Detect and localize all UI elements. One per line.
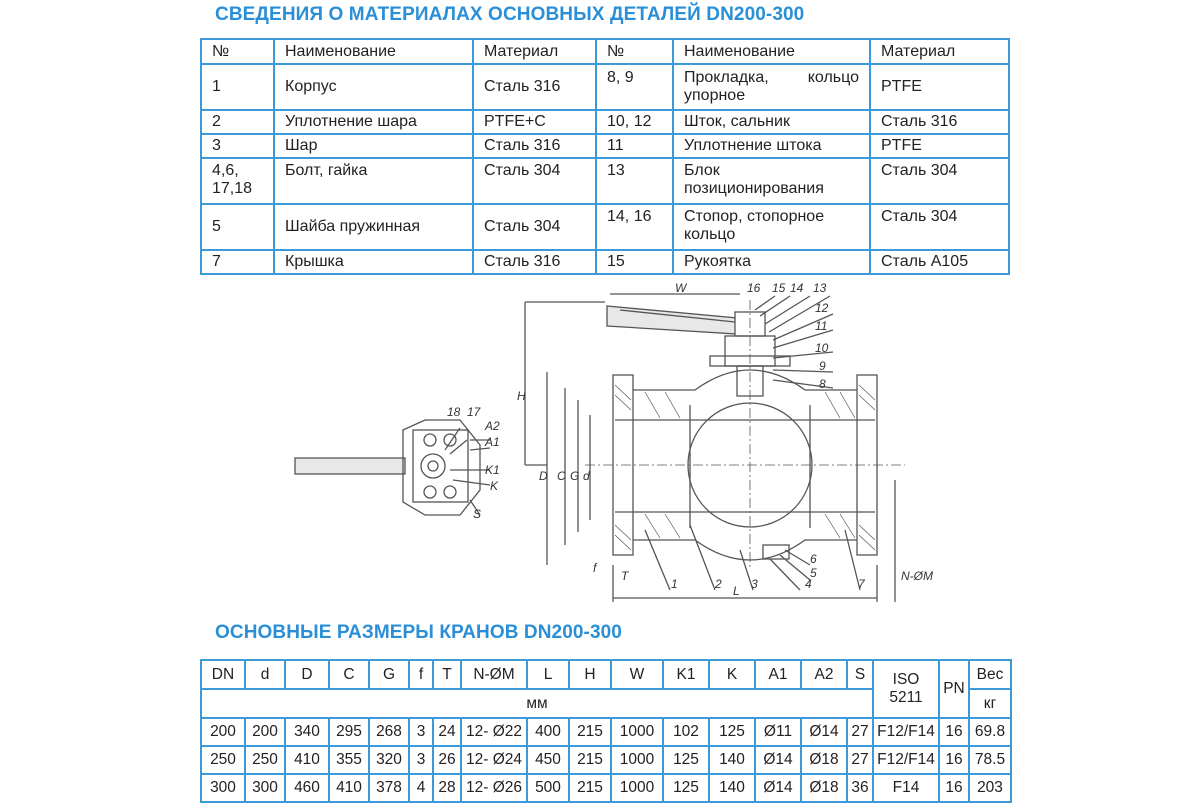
label-D: D [539, 469, 548, 483]
table-header-row [201, 39, 1009, 64]
label-17: 17 [467, 405, 481, 419]
dimensions-table [200, 659, 1012, 803]
cell: PTFE [870, 64, 1009, 110]
cell: 215 [569, 746, 611, 774]
cell: Ø14 [801, 718, 847, 746]
col-header: S [847, 660, 873, 689]
label-A1: A1 [485, 435, 500, 449]
cell: 125 [663, 774, 709, 802]
cell: Шток, сальник [673, 110, 870, 134]
col-header: G [369, 660, 409, 689]
table-row [201, 718, 1011, 746]
label-2: 2 [715, 577, 722, 591]
cell: Крышка [274, 250, 473, 274]
cell: Уплотнение штока [673, 134, 870, 158]
unit-kg: кг [969, 689, 1011, 718]
label-d: d [583, 469, 590, 483]
cell: 5 [201, 204, 274, 250]
cell: Прокладка, кольцо упорное [673, 64, 870, 110]
cell: 1000 [611, 774, 663, 802]
valve-technical-drawing [285, 280, 933, 610]
col-header: N-ØM [461, 660, 527, 689]
cell: 250 [201, 746, 245, 774]
label-8: 8 [819, 377, 826, 391]
label-K1: K1 [485, 463, 500, 477]
cell: 7 [201, 250, 274, 274]
cell: Сталь 304 [473, 158, 596, 204]
label-4: 4 [805, 577, 812, 591]
cell: 400 [527, 718, 569, 746]
cell: Шайба пружинная [274, 204, 473, 250]
cell: Корпус [274, 64, 473, 110]
col-header: A1 [755, 660, 801, 689]
cell: 378 [369, 774, 409, 802]
cell: 140 [709, 746, 755, 774]
col-header: K1 [663, 660, 709, 689]
cell: 268 [369, 718, 409, 746]
cell: PTFE [870, 134, 1009, 158]
cell: Сталь 304 [870, 204, 1009, 250]
cell: 1000 [611, 718, 663, 746]
col-header-pn: PN [939, 660, 969, 718]
cell: 16 [939, 774, 969, 802]
cell: Уплотнение шара [274, 110, 473, 134]
table-row [201, 134, 1009, 158]
col-header: DN [201, 660, 245, 689]
cell: 27 [847, 746, 873, 774]
label-12: 12 [815, 301, 829, 315]
col-header-iso: ISO 5211 [873, 660, 939, 718]
label-6: 6 [810, 552, 817, 566]
cell: 1000 [611, 746, 663, 774]
label-13: 13 [813, 281, 827, 295]
cell: 450 [527, 746, 569, 774]
cell: 13 [596, 158, 673, 204]
label-L: L [733, 584, 740, 598]
cell: F12/F14 [873, 718, 939, 746]
label-16: 16 [747, 281, 761, 295]
cell: Сталь 316 [870, 110, 1009, 134]
cell: 28 [433, 774, 461, 802]
col-header: T [433, 660, 461, 689]
cell: 4,6, 17,18 [201, 158, 274, 204]
cell: 36 [847, 774, 873, 802]
table-row [201, 250, 1009, 274]
cell: Сталь 316 [473, 250, 596, 274]
cell: 11 [596, 134, 673, 158]
cell: 102 [663, 718, 709, 746]
cell: 410 [329, 774, 369, 802]
col-header: H [569, 660, 611, 689]
cell: Ø14 [755, 746, 801, 774]
cell: 78.5 [969, 746, 1011, 774]
cell: Рукоятка [673, 250, 870, 274]
cell: 16 [939, 746, 969, 774]
cell: Стопор, стопорное кольцо [673, 204, 870, 250]
cell: 250 [245, 746, 285, 774]
cell: 215 [569, 774, 611, 802]
table-row [201, 774, 1011, 802]
cell: 10, 12 [596, 110, 673, 134]
label-9: 9 [819, 359, 826, 373]
cell: Ø18 [801, 746, 847, 774]
cell: Болт, гайка [274, 158, 473, 204]
cell: Ø14 [755, 774, 801, 802]
col-header: Наименование [673, 39, 870, 64]
col-header: K [709, 660, 755, 689]
cell: 27 [847, 718, 873, 746]
col-header: № [596, 39, 673, 64]
table-row [201, 746, 1011, 774]
cell: 12- Ø22 [461, 718, 527, 746]
dimensions-title: ОСНОВНЫЕ РАЗМЕРЫ КРАНОВ DN200-300 [215, 622, 622, 643]
col-header: № [201, 39, 274, 64]
label-T: T [621, 569, 629, 583]
label-3: 3 [751, 577, 758, 591]
cell: 15 [596, 250, 673, 274]
col-header: Материал [870, 39, 1009, 64]
label-A2: A2 [485, 419, 500, 433]
cell: 300 [245, 774, 285, 802]
cell: 340 [285, 718, 329, 746]
cell: 16 [939, 718, 969, 746]
table-row [201, 204, 1009, 250]
cell: 69.8 [969, 718, 1011, 746]
cell: 26 [433, 746, 461, 774]
cell: Сталь 316 [473, 134, 596, 158]
unit-mm: мм [201, 689, 873, 718]
label-18: 18 [447, 405, 461, 419]
table-row [201, 110, 1009, 134]
cell: 320 [369, 746, 409, 774]
cell: 200 [201, 718, 245, 746]
label-11: 11 [815, 319, 828, 333]
cell: 4 [409, 774, 433, 802]
col-header: A2 [801, 660, 847, 689]
col-header: C [329, 660, 369, 689]
label-G: G [570, 469, 580, 483]
cell: Ø11 [755, 718, 801, 746]
cell: Блок позиционирования [673, 158, 870, 204]
cell: 1 [201, 64, 274, 110]
cell: 410 [285, 746, 329, 774]
col-header: Наименование [274, 39, 473, 64]
label-14: 14 [790, 281, 804, 295]
materials-title: СВЕДЕНИЯ О МАТЕРИАЛАХ ОСНОВНЫХ ДЕТАЛЕЙ DN200-300 [215, 4, 805, 25]
cell: Шар [274, 134, 473, 158]
cell: Ø18 [801, 774, 847, 802]
label-10: 10 [815, 341, 829, 355]
cell: 300 [201, 774, 245, 802]
cell: 215 [569, 718, 611, 746]
label-S: S [473, 507, 482, 521]
cell: 200 [245, 718, 285, 746]
label-5: 5 [810, 566, 817, 580]
col-header: d [245, 660, 285, 689]
cell: Сталь 304 [473, 204, 596, 250]
cell: 140 [709, 774, 755, 802]
label-7: 7 [858, 577, 865, 591]
cell: 3 [409, 718, 433, 746]
cell: 12- Ø24 [461, 746, 527, 774]
cell: 14, 16 [596, 204, 673, 250]
cell: 125 [709, 718, 755, 746]
col-header: f [409, 660, 433, 689]
label-1: 1 [671, 577, 678, 591]
label-H: H [517, 389, 526, 403]
cell: 500 [527, 774, 569, 802]
col-header: L [527, 660, 569, 689]
cell: 3 [409, 746, 433, 774]
cell: Сталь A105 [870, 250, 1009, 274]
cell: 24 [433, 718, 461, 746]
col-header: W [611, 660, 663, 689]
label-N-M: N-ØM [901, 569, 933, 583]
col-header: Материал [473, 39, 596, 64]
cell: 125 [663, 746, 709, 774]
table-row [201, 64, 1009, 110]
cell: 12- Ø26 [461, 774, 527, 802]
materials-table [200, 38, 1010, 275]
label-f: f [593, 561, 597, 575]
table-header-row [201, 660, 1011, 689]
cell: 203 [969, 774, 1011, 802]
label-C: C [557, 469, 566, 483]
cell: 460 [285, 774, 329, 802]
cell: PTFE+C [473, 110, 596, 134]
label-K: K [490, 479, 499, 493]
cell: F12/F14 [873, 746, 939, 774]
col-header: Вес [969, 660, 1011, 689]
table-row [201, 158, 1009, 204]
cell: 355 [329, 746, 369, 774]
cell: 8, 9 [596, 64, 673, 110]
cell: 3 [201, 134, 274, 158]
cell: F14 [873, 774, 939, 802]
cell: 2 [201, 110, 274, 134]
cell: Сталь 316 [473, 64, 596, 110]
col-header: D [285, 660, 329, 689]
label-W: W [675, 281, 687, 295]
label-15: 15 [772, 281, 786, 295]
cell: 295 [329, 718, 369, 746]
cell: Сталь 304 [870, 158, 1009, 204]
